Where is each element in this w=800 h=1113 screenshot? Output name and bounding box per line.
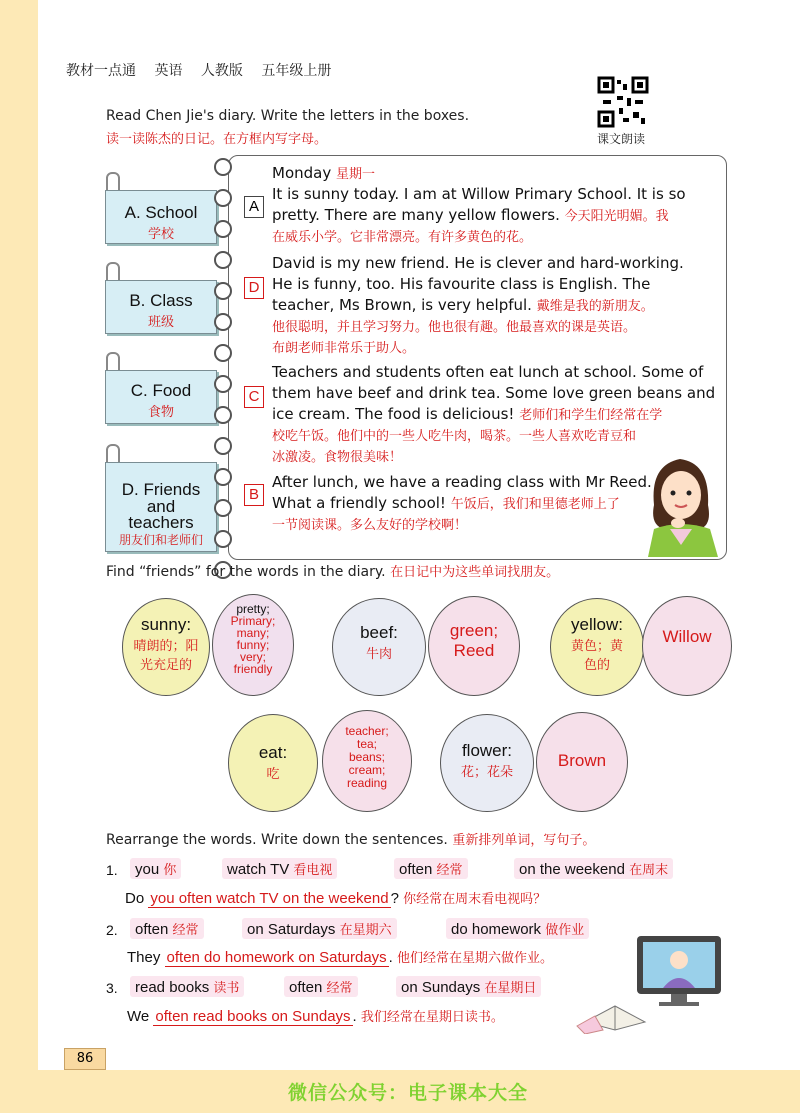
- diary-cn: 今天阳光明媚。我: [564, 209, 669, 224]
- blob-word-cn: 吃: [266, 767, 280, 782]
- tag-label: and: [146, 497, 176, 516]
- answer-line[interactable]: you often watch TV on the weekend: [150, 890, 389, 907]
- chip-en: on the weekend: [519, 861, 625, 878]
- chip-en: do homework: [451, 921, 542, 938]
- friend-word: Reed: [453, 641, 495, 660]
- running-header: [66, 60, 345, 80]
- sentence-prefix: Do: [125, 890, 145, 907]
- diary-line: them have beef and drink tea. Some love green beans and: [272, 384, 716, 402]
- sentence-prefix: They: [127, 949, 161, 966]
- girl-illustration: [640, 445, 722, 557]
- diary-cn: 他很聪明，并且学习努力。他也很有趣。他最喜欢的课是英语。: [272, 320, 637, 335]
- word-chip: [446, 918, 589, 939]
- diary-cn: 布朗老师非常乐于助人。: [272, 341, 416, 356]
- diary-line: What a friendly school!: [272, 494, 446, 512]
- tag-label: A. School: [124, 203, 198, 222]
- ring-icon: [214, 220, 232, 238]
- task3-instruction: [106, 829, 595, 848]
- tag-label: teachers: [128, 513, 194, 532]
- ring-icon: [214, 313, 232, 331]
- word-chip: [396, 976, 541, 997]
- friend-word: teacher;: [345, 724, 389, 738]
- sentence-cn: 你经常在周末看电视吗？: [403, 892, 547, 907]
- chip-en: watch TV: [227, 861, 290, 878]
- word-blob-eat: [228, 714, 318, 812]
- friend-word: many;: [236, 626, 270, 640]
- friend-word: Primary;: [230, 614, 276, 628]
- word-blob-flower: [440, 714, 534, 812]
- ring-icon: [214, 499, 232, 517]
- chip-en: on Saturdays: [247, 921, 336, 938]
- word-chip: [130, 918, 204, 939]
- chip-cn: 在星期六: [339, 923, 392, 938]
- tag-label: D. Friends: [121, 480, 201, 499]
- blob-word-cn: 色的: [583, 658, 610, 673]
- diary-line: He is funny, too. His favourite class is English. The: [272, 275, 651, 293]
- answer-box[interactable]: A: [244, 196, 264, 218]
- answer-line[interactable]: often read books on Sundays: [155, 1008, 351, 1025]
- task1-instruction: Read Chen Jie's diary. Write the letters in the boxes.: [106, 108, 470, 124]
- ring-icon: [214, 344, 232, 362]
- ring-icon: [214, 158, 232, 176]
- diary-line: David is my new friend. He is clever and hard-working.: [272, 254, 684, 272]
- chip-cn: 你: [163, 863, 177, 878]
- word-blob-sunny: [122, 598, 210, 696]
- diary-cn: 一节阅读课。多么友好的学校啊！: [272, 518, 468, 533]
- sentence-suffix: .: [352, 1008, 357, 1025]
- friend-blob: [642, 596, 732, 696]
- chip-cn: 经常: [172, 923, 199, 938]
- chip-cn: 经常: [436, 863, 463, 878]
- header-book: 教材一点通: [66, 63, 136, 79]
- task2-instruction-en: Find “friends” for the words in the diary.: [106, 564, 386, 580]
- chip-en: you: [135, 861, 160, 878]
- chip-cn: 经常: [326, 981, 353, 996]
- answer-line[interactable]: often do homework on Saturdays: [166, 949, 387, 966]
- friend-word: reading: [346, 776, 388, 790]
- chip-cn: 做作业: [545, 923, 585, 938]
- ring-icon: [214, 406, 232, 424]
- tag-school: [105, 190, 217, 244]
- sentence-prefix: We: [127, 1008, 150, 1025]
- task3-instruction-en: Rearrange the words. Write down the sentences.: [106, 832, 448, 848]
- friend-blob: [322, 710, 412, 812]
- sentence-cn: 他们经常在星期六做作业。: [397, 951, 554, 966]
- task1-instruction-cn: 读一读陈杰的日记。在方框内写字母。: [106, 132, 328, 147]
- friend-word: tea;: [356, 737, 377, 751]
- header-subject: 英语: [154, 63, 183, 79]
- word-chip: [130, 976, 244, 997]
- diary-cn: 冰激凌。食物很美味！: [272, 450, 403, 465]
- qr-label: 课文朗读: [597, 132, 646, 146]
- ring-icon: [214, 282, 232, 300]
- answer-box[interactable]: C: [244, 386, 264, 408]
- ring-icon: [214, 189, 232, 207]
- item-number: 2.: [106, 922, 118, 938]
- chip-cn: 在周末: [629, 863, 669, 878]
- word-blob-yellow: [550, 598, 644, 696]
- sentence-suffix: ?: [390, 890, 399, 907]
- word-chip: [222, 858, 337, 879]
- tag-class: [105, 280, 217, 334]
- friend-word: friendly: [233, 662, 273, 676]
- page-number: 86: [64, 1048, 106, 1070]
- chip-en: often: [399, 861, 433, 878]
- watermark: 微信公众号：电子课本大全: [288, 1082, 529, 1104]
- friend-word: green;: [449, 621, 499, 640]
- diary-cn: 午饭后，我们和里德老师上了: [450, 497, 620, 512]
- blob-word: yellow:: [571, 615, 623, 634]
- chip-en: often: [289, 979, 323, 996]
- tag-cn: 学校: [147, 227, 174, 242]
- qr-code-icon[interactable]: [597, 76, 649, 128]
- chip-cn: 看电视: [293, 863, 333, 878]
- task2-instruction-cn: 在日记中为这些单词找朋友。: [390, 565, 560, 580]
- chip-en: often: [135, 921, 169, 938]
- ring-icon: [214, 437, 232, 455]
- diary-cn: 校吃午饭。他们中的一些人吃牛肉，喝茶。一些人喜欢吃青豆和: [272, 429, 637, 444]
- friend-word: funny;: [236, 638, 270, 652]
- diary-cn: 在威乐小学。它非常漂亮。有许多黄色的花。: [272, 230, 533, 245]
- tag-food: [105, 370, 217, 424]
- answer-sentence: [125, 888, 546, 907]
- word-chip: [242, 918, 397, 939]
- diary-day-cn: 星期一: [336, 167, 376, 182]
- tv-books-illustration: [575, 930, 735, 1034]
- diary-line: It is sunny today. I am at Willow Primary School. It is so: [272, 185, 686, 203]
- blob-word-cn: 光充足的: [139, 658, 192, 673]
- task2-instruction: [106, 561, 559, 580]
- answer-box[interactable]: B: [244, 484, 264, 506]
- sentence-suffix: .: [388, 949, 393, 966]
- friend-word: Willow: [662, 627, 712, 646]
- diary-date: [272, 163, 722, 185]
- word-chip: [130, 858, 181, 879]
- friend-word: very;: [239, 650, 266, 664]
- diary-line: ice cream. The food is delicious!: [272, 405, 515, 423]
- tag-cn: 朋友们和老师们: [118, 533, 203, 547]
- diary-cn: 戴维是我的新朋友。: [536, 299, 654, 314]
- diary-line: Teachers and students often eat lunch at school. Some of: [272, 363, 704, 381]
- blob-word: beef:: [360, 623, 398, 642]
- chip-cn: 读书: [213, 981, 240, 996]
- task3-instruction-cn: 重新排列单词，写句子。: [452, 833, 596, 848]
- friend-blob: [212, 594, 294, 696]
- diary-line: After lunch, we have a reading class with Mr Reed.: [272, 473, 652, 491]
- diary-paragraph: [272, 184, 722, 248]
- blob-word-cn: 黄色；黄: [570, 639, 623, 654]
- left-margin-band: [0, 0, 38, 1113]
- diary-paragraph: [272, 472, 672, 536]
- tag-label: B. Class: [129, 291, 193, 310]
- tag-cn: 食物: [147, 405, 174, 420]
- blob-word: eat:: [258, 743, 288, 762]
- tag-friends-teachers: [105, 462, 217, 552]
- friend-word: beans;: [348, 750, 386, 764]
- chip-en: on Sundays: [401, 979, 481, 996]
- word-blob-beef: [332, 598, 426, 696]
- ring-icon: [214, 530, 232, 548]
- notebook-rings: [214, 158, 234, 558]
- blob-word: flower:: [461, 741, 513, 760]
- item-number: 1.: [106, 862, 118, 878]
- ring-icon: [214, 375, 232, 393]
- friend-word: cream;: [348, 763, 386, 777]
- chip-en: read books: [135, 979, 210, 996]
- word-chip: [514, 858, 673, 879]
- diary-day: Monday: [272, 164, 332, 182]
- answer-box[interactable]: D: [244, 277, 264, 299]
- diary-paragraph: [272, 253, 722, 359]
- word-chip: [284, 976, 358, 997]
- word-chip: [394, 858, 468, 879]
- header-edition: 人教版: [200, 63, 243, 79]
- ring-icon: [214, 468, 232, 486]
- friend-word: pretty;: [236, 602, 270, 616]
- diary-line: pretty. There are many yellow flowers.: [272, 206, 560, 224]
- answer-sentence: [127, 947, 553, 966]
- diary-line: teacher, Ms Brown, is very helpful.: [272, 296, 532, 314]
- friend-blob: [536, 712, 628, 812]
- item-number: 3.: [106, 980, 118, 996]
- tag-label: C. Food: [130, 381, 192, 400]
- ring-icon: [214, 251, 232, 269]
- header-grade: 五年级上册: [261, 63, 332, 79]
- sentence-cn: 我们经常在星期日读书。: [360, 1010, 504, 1025]
- tag-cn: 班级: [147, 315, 174, 330]
- answer-sentence: [127, 1006, 504, 1025]
- blob-word-cn: 晴朗的；阳: [133, 639, 199, 654]
- diary-cn: 老师们和学生们经常在学: [519, 408, 663, 423]
- friend-word: Brown: [557, 751, 607, 770]
- chip-cn: 在星期日: [484, 981, 537, 996]
- blob-word: sunny:: [140, 615, 192, 634]
- blob-word-cn: 花；花朵: [460, 765, 513, 780]
- blob-word-cn: 牛肉: [365, 647, 392, 662]
- friend-blob: [428, 596, 520, 696]
